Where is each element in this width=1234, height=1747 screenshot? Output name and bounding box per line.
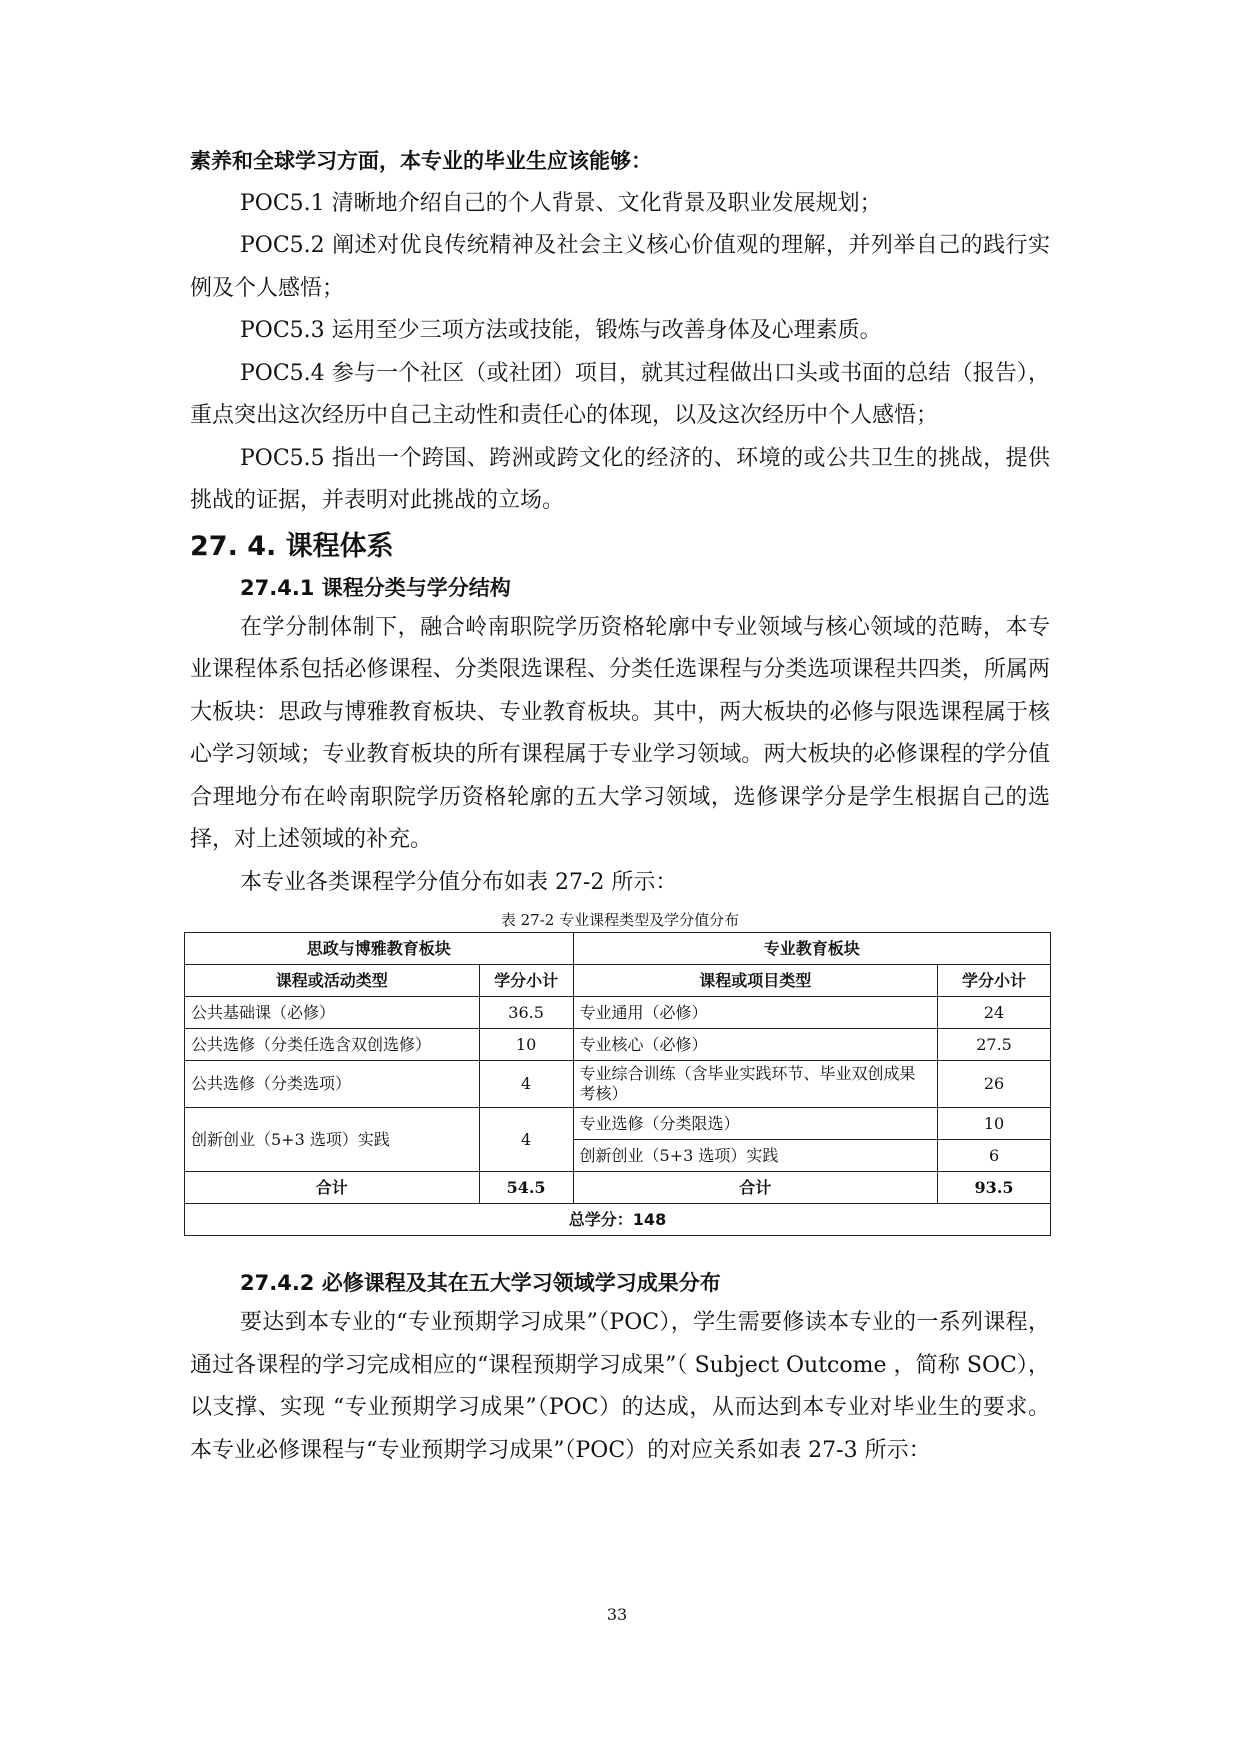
table-row <box>185 965 1051 997</box>
table-cell: 26 <box>938 1061 1051 1108</box>
subsection-heading: 27.4.2 必修课程及其在五大学习领域学习成果分布 <box>240 1271 721 1295</box>
table-cell: 专业选修（分类限选） <box>573 1108 938 1140</box>
intro-lead: 素养和全球学习方面，本专业的毕业生应该能够： <box>190 149 652 173</box>
table-row <box>185 1172 1051 1204</box>
table-cell: 专业综合训练（含毕业实践环节、毕业双创成果考核） <box>573 1061 938 1108</box>
table-row <box>185 997 1051 1029</box>
table-header-cell: 课程或项目类型 <box>573 965 938 997</box>
table-cell: 6 <box>938 1140 1051 1172</box>
table-header-cell: 学分小计 <box>938 965 1051 997</box>
page-number: 33 <box>606 1605 628 1624</box>
table-row <box>185 1029 1051 1061</box>
poc-item: POC5.2 阐述对优良传统精神及社会主义核心价值观的理解，并列举自己的践行实例及个人感悟； <box>190 233 1050 301</box>
table-header-cell: 学分小计 <box>479 965 573 997</box>
subsection-heading: 27.4.1 课程分类与学分结构 <box>240 575 511 600</box>
table-cell: 创新创业（5+3 选项）实践 <box>185 1108 480 1172</box>
table-row <box>185 1204 1051 1236</box>
table-cell: 专业核心（必修） <box>573 1029 938 1061</box>
table-cell: 4 <box>479 1061 573 1108</box>
table-cell: 公共基础课（必修） <box>185 997 480 1029</box>
table-cell: 10 <box>938 1108 1051 1140</box>
poc-item: POC5.1 清晰地介绍自己的个人背景、文化背景及职业发展规划； <box>240 190 882 216</box>
table-header-cell: 课程或活动类型 <box>185 965 480 997</box>
table-header-cell: 思政与博雅教育板块 <box>185 933 574 965</box>
table-grand-total: 总学分：148 <box>185 1204 1051 1236</box>
paragraph: 本专业各类课程学分值分布如表 27-2 所示： <box>240 869 678 895</box>
table-cell: 27.5 <box>938 1029 1051 1061</box>
poc-item: POC5.3 运用至少三项方法或技能，锻炼与改善身体及心理素质。 <box>240 318 882 343</box>
table-caption: 表 27-2 专业课程类型及学分值分布 <box>500 911 740 929</box>
table-cell: 4 <box>479 1108 573 1172</box>
credit-table <box>184 932 1051 1236</box>
paragraph: 要达到本专业的“专业预期学习成果”（POC），学生需要修读本专业的一系列课程，通过各课程的学习完成相应的“课程预期学习成果”（ Subject Outcome ，简称 SOC），以支撑、实现 “专业预期学习成果”（POC）的达成，从而达到本专业对毕业生的要求。本专业必修课程与“专业预期学习成果”（POC）的对应关系如表 27-3 所示： <box>190 1310 1050 1463</box>
table-cell: 36.5 <box>479 997 573 1029</box>
table-total-value: 54.5 <box>479 1172 573 1204</box>
document-page <box>190 140 1050 1472</box>
table-total-label: 合计 <box>573 1172 938 1204</box>
table-row <box>185 1061 1051 1108</box>
section-heading: 27. 4. 课程体系 <box>190 530 394 562</box>
poc-item: POC5.4 参与一个社区（或社团）项目，就其过程做出口头或书面的总结（报告），重点突出这次经历中自己主动性和责任心的体现，以及这次经历中个人感悟； <box>190 360 1050 428</box>
table-cell: 10 <box>479 1029 573 1061</box>
table-cell: 专业通用（必修） <box>573 997 938 1029</box>
table-row <box>185 933 1051 965</box>
table-cell: 24 <box>938 997 1051 1029</box>
table-cell: 创新创业（5+3 选项）实践 <box>573 1140 938 1172</box>
table-cell: 公共选修（分类选项） <box>185 1061 480 1108</box>
table-total-label: 合计 <box>185 1172 480 1204</box>
table-row <box>185 1108 1051 1140</box>
table-cell: 公共选修（分类任选含双创选修） <box>185 1029 480 1061</box>
table-header-cell: 专业教育板块 <box>573 933 1050 965</box>
paragraph: 在学分制体制下，融合岭南职院学历资格轮廓中专业领域与核心领域的范畴，本专业课程体系包括必修课程、分类限选课程、分类任选课程与分类选项课程共四类，所属两大板块：思政与博雅教育板块、专业教育板块。其中，两大板块的必修与限选课程属于核心学习领域；专业教育板块的所有课程属于专业学习领域。两大板块的必修课程的学分值合理地分布在岭南职院学历资格轮廓的五大学习领域，选修课学分是学生根据自己的选择，对上述领域的补充。 <box>190 614 1050 852</box>
poc-item: POC5.5 指出一个跨国、跨洲或跨文化的经济的、环境的或公共卫生的挑战，提供挑战的证据，并表明对此挑战的立场。 <box>190 445 1050 513</box>
table-total-value: 93.5 <box>938 1172 1051 1204</box>
